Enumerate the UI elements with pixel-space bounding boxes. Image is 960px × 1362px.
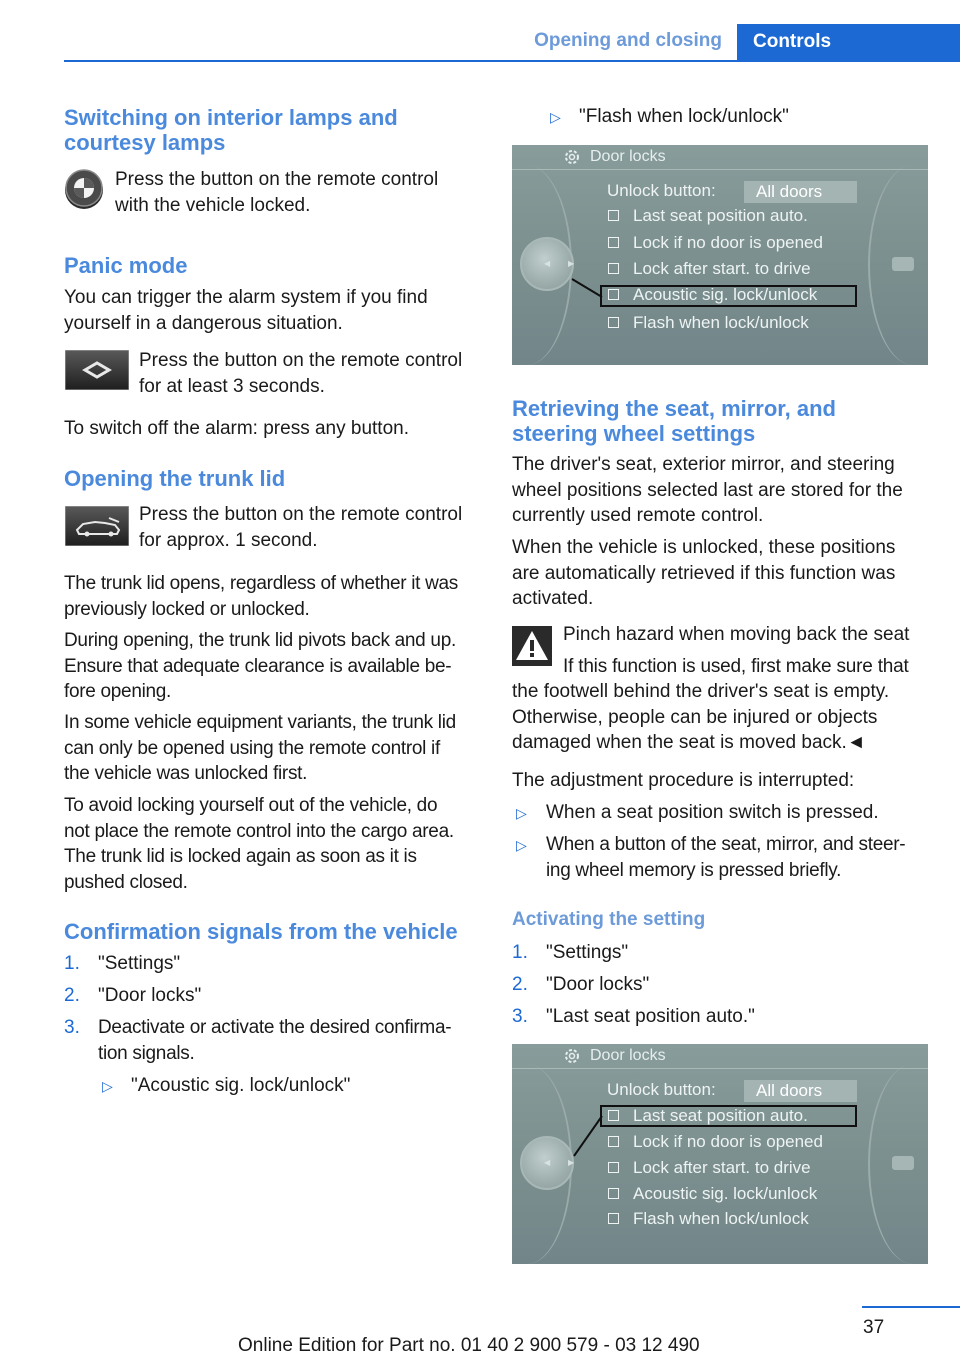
sub-item-flash: "Flash when lock/unlock" <box>579 106 789 127</box>
heading-line: steering wheel settings <box>512 421 756 446</box>
text-line: fore opening. <box>64 681 172 702</box>
heading-panic-mode: Panic mode <box>64 253 188 278</box>
sub-item-acoustic: "Acoustic sig. lock/unlock" <box>131 1075 351 1096</box>
text-line: Deactivate or activate the desired confirma- <box>98 1017 452 1038</box>
trunk-paragraph-4 <box>64 793 454 895</box>
text-line: yourself in a dangerous situation. <box>64 312 343 334</box>
step-number: 2. <box>64 985 80 1006</box>
interrupted-intro: The adjustment procedure is interrupted: <box>512 770 855 791</box>
text-line: currently used remote control. <box>512 505 764 526</box>
screen-unlock-label: Unlock button: <box>607 1080 716 1099</box>
text-line: are automatically retrieved if this function was <box>512 562 896 584</box>
footer-divider <box>862 1306 960 1308</box>
heading-trunk-lid: Opening the trunk lid <box>64 466 286 491</box>
panic-intro <box>64 285 428 336</box>
bmw-logo-icon <box>64 168 104 215</box>
text-line: When the vehicle is unlocked, these positions <box>512 537 896 558</box>
warning-line: If this function is used, first make sure that <box>563 656 909 677</box>
text-line: The trunk lid is locked again as soon as it is <box>64 846 417 867</box>
step-text: "Last seat position auto." <box>546 1006 755 1027</box>
panic-switch-off: To switch off the alarm: press any button. <box>64 418 409 439</box>
trunk-paragraph-1 <box>64 571 458 622</box>
step-text: "Door locks" <box>98 985 202 1006</box>
step-text: "Door locks" <box>546 974 650 995</box>
step-number: 2. <box>512 974 528 995</box>
text-line: for at least 3 seconds. <box>139 375 325 397</box>
screen-title: Door locks <box>590 148 666 165</box>
text-line: Press the button on the remote control <box>139 504 463 525</box>
step-number: 3. <box>512 1006 528 1027</box>
heading-activating-setting: Activating the setting <box>512 909 706 930</box>
text-line: pushed closed. <box>64 871 188 893</box>
text-line: Ensure that adequate clearance is available be- <box>64 655 452 677</box>
option-label: Lock after start. to drive <box>633 259 811 278</box>
option-label: Lock if no door is opened <box>633 1132 823 1151</box>
text-line: During opening, the trunk lid pivots back and up. <box>64 630 456 651</box>
header-section-title: Opening and closing <box>534 30 722 51</box>
text-line: Press the button on the remote control <box>139 350 463 371</box>
option-label: Flash when lock/unlock <box>633 313 809 332</box>
heading-interior-lamps <box>64 105 398 155</box>
text-line: activated. <box>512 588 594 609</box>
text-line: To avoid locking yourself out of the vehicle, do <box>64 795 438 816</box>
knob-left-arrow-icon: ◀ <box>544 1158 551 1167</box>
bullet-triangle-icon: ▷ <box>516 805 527 821</box>
screen-unlock-value[interactable]: All doors <box>744 181 857 203</box>
option-label: Last seat position auto. <box>633 1106 808 1125</box>
pointer-line <box>512 1044 928 1264</box>
heading-line: courtesy lamps <box>64 130 226 155</box>
retrieve-paragraph-2 <box>512 535 895 612</box>
bullet-triangle-icon: ▷ <box>550 109 561 125</box>
option-label: Acoustic sig. lock/unlock <box>633 1184 818 1203</box>
step-text: "Settings" <box>98 953 181 974</box>
bullet-triangle-icon: ▷ <box>516 837 527 853</box>
text-line: damaged when the seat is moved back.◄ <box>512 732 866 753</box>
warning-triangle-icon <box>512 626 552 671</box>
trunk-paragraph-3 <box>64 710 456 787</box>
text-line: previously locked or unlocked. <box>64 598 310 620</box>
retrieve-paragraph-1 <box>512 452 903 529</box>
warning-body <box>512 679 889 756</box>
bullet-triangle-icon: ▷ <box>102 1078 113 1094</box>
idrive-screen-door-locks-last-seat <box>512 1044 928 1264</box>
text-line: for approx. 1 second. <box>139 529 318 551</box>
text-line: The driver's seat, exterior mirror, and steering <box>512 454 895 475</box>
heading-confirmation-signals: Confirmation signals from the vehicle <box>64 919 458 944</box>
text-line: Otherwise, people can be injured or objects <box>512 706 878 728</box>
trunk-instruction <box>139 502 462 553</box>
text-line: You can trigger the alarm system if you find <box>64 287 428 308</box>
screen-unlock-label: Unlock button: <box>607 181 716 200</box>
screen-unlock-value[interactable]: All doors <box>744 1080 857 1102</box>
option-label: Flash when lock/unlock <box>633 1209 809 1228</box>
text-line: wheel positions selected last are stored for the <box>512 479 903 501</box>
step-number: 1. <box>64 953 80 974</box>
text-line: the footwell behind the driver's seat is empty. <box>512 681 890 702</box>
idrive-screen-door-locks-flash <box>512 145 928 365</box>
step-number: 3. <box>64 1017 80 1038</box>
text-line: The trunk lid opens, regardless of whether it was <box>64 573 459 594</box>
knob-left-arrow-icon: ◀ <box>544 259 551 268</box>
panic-instruction <box>139 348 462 399</box>
step-text: "Settings" <box>546 942 629 963</box>
option-label: Lock after start. to drive <box>633 1158 811 1177</box>
page-number: 37 <box>863 1317 885 1338</box>
text-line: not place the remote control into the cargo area. <box>64 820 454 842</box>
header-divider <box>64 60 960 62</box>
text-line: ing wheel memory is pressed briefly. <box>546 859 842 881</box>
panic-button-icon <box>65 350 129 395</box>
interrupt-item <box>546 832 905 883</box>
option-label: Last seat position auto. <box>633 206 808 225</box>
text-line: can only be opened using the remote control if <box>64 737 440 759</box>
heading-line: Retrieving the seat, mirror, and <box>512 396 836 421</box>
edition-note: Online Edition for Part no. 01 40 2 900 579 - 03 12 490 <box>238 1335 700 1356</box>
step-text <box>98 1015 451 1066</box>
pointer-line <box>512 145 928 365</box>
text-line: In some vehicle equipment variants, the trunk lid <box>64 712 456 733</box>
text-line: with the vehicle locked. <box>115 194 311 216</box>
trunk-paragraph-2 <box>64 628 456 705</box>
text-line: When a button of the seat, mirror, and steer- <box>546 834 906 855</box>
screen-title: Door locks <box>590 1047 666 1064</box>
knob-right-arrow-icon: ▶ <box>568 259 575 268</box>
warning-title: Pinch hazard when moving back the seat <box>563 624 910 645</box>
text-line: Press the button on the remote control <box>115 169 439 190</box>
heading-retrieving-settings <box>512 396 836 446</box>
heading-line: Switching on interior lamps and <box>64 105 398 130</box>
text-line: the vehicle was unlocked first. <box>64 763 308 784</box>
knob-right-arrow-icon: ▶ <box>568 1158 575 1167</box>
header-tab-controls: Controls <box>737 24 960 62</box>
trunk-button-icon <box>65 506 129 551</box>
step-number: 1. <box>512 942 528 963</box>
interior-instruction <box>115 167 438 218</box>
interrupt-item: When a seat position switch is pressed. <box>546 802 879 823</box>
text-line: tion signals. <box>98 1042 195 1064</box>
option-label: Acoustic sig. lock/unlock <box>633 285 818 304</box>
option-label: Lock if no door is opened <box>633 233 823 252</box>
